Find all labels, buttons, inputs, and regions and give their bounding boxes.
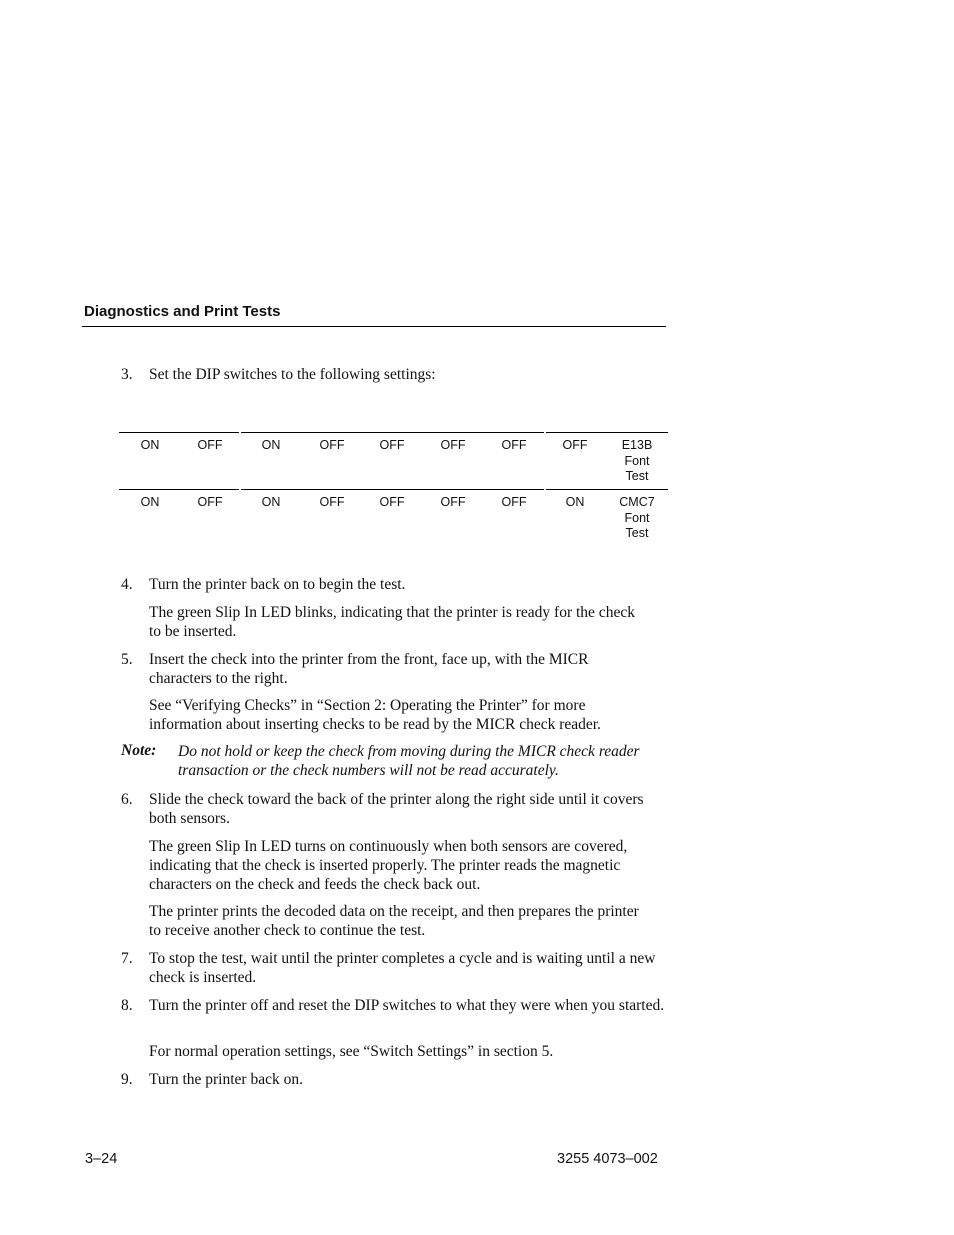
table-rule: [119, 489, 239, 490]
section-title: Diagnostics and Print Tests: [84, 303, 281, 320]
table-rule: [241, 489, 544, 490]
step-8-number: 8.: [121, 997, 133, 1014]
table-rule: [546, 489, 668, 490]
test-label: [607, 495, 667, 542]
step-4-text: Turn the printer back on to begin the test.: [149, 576, 406, 593]
dip-cell: OFF: [501, 495, 527, 509]
test-label-line: E13B: [621, 438, 653, 452]
step-5-text: Insert the check into the printer from the front, face up, with the MICR characters to the right.: [149, 651, 589, 687]
test-label-line: Font: [624, 510, 650, 525]
step-9-text: Turn the printer back on.: [149, 1071, 303, 1088]
step-4-detail: The green Slip In LED blinks, indicating that the printer is ready for the check to be inserted.: [149, 604, 635, 640]
test-label: [607, 438, 667, 485]
step-5-detail: See “Verifying Checks” in “Section 2: Operating the Printer” for more information about inserting checks to be read by the MICR check reader.: [149, 697, 601, 733]
dip-cell: ON: [565, 495, 585, 509]
step-5-number: 5.: [121, 651, 133, 668]
table-rule: [546, 432, 668, 433]
page-number: 3–24: [85, 1151, 118, 1167]
note-label: Note:: [121, 742, 157, 759]
dip-cell: ON: [261, 495, 281, 509]
dip-cell: OFF: [501, 438, 527, 452]
header-rule: [82, 326, 666, 327]
dip-cell: OFF: [440, 438, 466, 452]
dip-cell: ON: [140, 438, 160, 452]
dip-cell: OFF: [319, 495, 345, 509]
step-9-number: 9.: [121, 1071, 133, 1088]
step-8-detail: For normal operation settings, see “Switch Settings” in section 5.: [149, 1043, 554, 1060]
dip-cell: ON: [261, 438, 281, 452]
step-3-number: 3.: [121, 366, 133, 383]
test-label-line: Test: [625, 526, 649, 540]
dip-cell: OFF: [319, 438, 345, 452]
step-6-detail-1: The green Slip In LED turns on continuously when both sensors are covered, indicating that the check is inserted properly. The printer reads the magnetic characters on the check and feeds the check back out.: [149, 838, 628, 893]
step-8-text: Turn the printer off and reset the DIP switches to what they were when you started.: [149, 997, 665, 1014]
dip-cell: OFF: [440, 495, 466, 509]
test-label-line: CMC7: [619, 495, 655, 509]
dip-cell: ON: [140, 495, 160, 509]
step-4-number: 4.: [121, 576, 133, 593]
dip-cell: OFF: [197, 438, 223, 452]
dip-cell: OFF: [379, 495, 405, 509]
test-label-line: Test: [625, 469, 649, 483]
note-text: Do not hold or keep the check from moving during the MICR check reader transaction or the check numbers will not be read accurately.: [178, 743, 640, 779]
step-6-number: 6.: [121, 791, 133, 808]
dip-cell: OFF: [379, 438, 405, 452]
step-7-number: 7.: [121, 950, 133, 967]
step-7-text: To stop the test, wait until the printer completes a cycle and is waiting until a new check is inserted.: [149, 950, 656, 986]
step-6-detail-2: The printer prints the decoded data on the receipt, and then prepares the printer to receive another check to continue the test.: [149, 903, 639, 939]
step-3-text: Set the DIP switches to the following settings:: [149, 366, 436, 383]
table-rule: [119, 432, 239, 433]
dip-cell: OFF: [197, 495, 223, 509]
dip-cell: OFF: [562, 438, 588, 452]
step-6-text: Slide the check toward the back of the printer along the right side until it covers both sensors.: [149, 791, 644, 827]
table-rule: [241, 432, 544, 433]
test-label-line: Font: [624, 453, 650, 468]
document-number: 3255 4073–002: [557, 1151, 658, 1167]
